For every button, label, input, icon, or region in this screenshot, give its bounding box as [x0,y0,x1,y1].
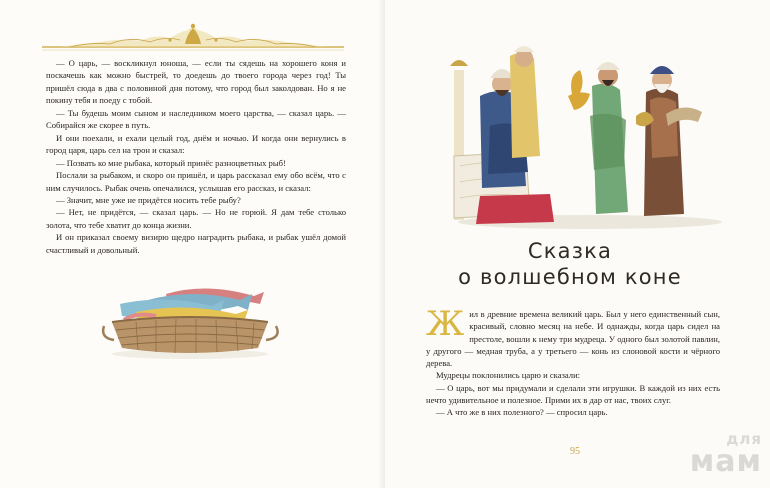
paragraph: И он приказал своему визирю щедро наградить рыбака, и рыбак ушёл домой счастливый и довольный. [46,232,346,255]
paragraph: — А что же в них полезного? — спросил царь. [436,407,608,418]
paragraph: — Позвать ко мне рыбака, который принёс разноцветных рыб! [56,157,286,168]
paragraph: — О царь, — воскликнул юноша, — если ты сядешь на хорошего коня и поскачешь как можно быстрей, то доедешь до твоего города через год! Ты пришёл сюда в два с половиной дня потому, что город был заколдован. Но я не покину тебя и поеду с тобой. [46,58,346,106]
first-paragraph-text: ил в древние времена великий царь. Был у него единственный сын, красивый, словно месяц на небе. И однажды, когда царь сидел на престоле, вошли к нему три мудреца. У одного был золотой павлин, у другого — медная труба, а у третьего — конь из слоновой кости и чёрного дерева. [426,309,720,369]
paragraph: — Ты будешь моим сыном и наследником моего царства, — сказал царь. — Собирайся же скорее в путь. [46,107,346,131]
page-number: 95 [570,446,580,457]
left-page-text [46,57,346,256]
paragraph: — Значит, мне уже не придётся носить тебе рыбу? [56,194,241,205]
story-title-line2: о волшебном коне [458,265,682,289]
watermark-line2: мам [689,444,762,479]
watermark-line1: для [726,430,762,448]
fish-basket-illustration [96,282,284,362]
right-page-text [426,304,720,419]
dropcap-letter: Ж [426,304,465,344]
first-paragraph [426,304,720,369]
watermark [662,432,762,484]
story-title [420,238,720,290]
paragraph: Мудрецы поклонились царю и сказали: [436,370,581,381]
king-and-wise-men-illustration [440,36,722,232]
story-title-line1: Сказка [527,239,613,263]
gold-ornament-header [40,20,346,54]
paragraph: — О царь, вот мы придумали и сделали эти игрушки. В каждой из них есть нечто удивительное и полезное. Прими их в дар от нас, твоих слуг. [426,382,720,406]
paragraph: И они поехали, и ехали целый год, днём и ночью. И когда они вернулись в город царя, царь сел на трон и сказал: [46,132,346,156]
paragraph: — Нет, не придётся, — сказал царь. — Но не горюй. Я дам тебе столько золота, что тебе хватит до конца жизни. [46,207,346,230]
paragraph: Послали за рыбаком, и скоро он пришёл, и царь рассказал ему обо всём, что с ним случилось. Рыбак очень опечалился, услышав его рассказ, и сказал: [46,170,346,193]
